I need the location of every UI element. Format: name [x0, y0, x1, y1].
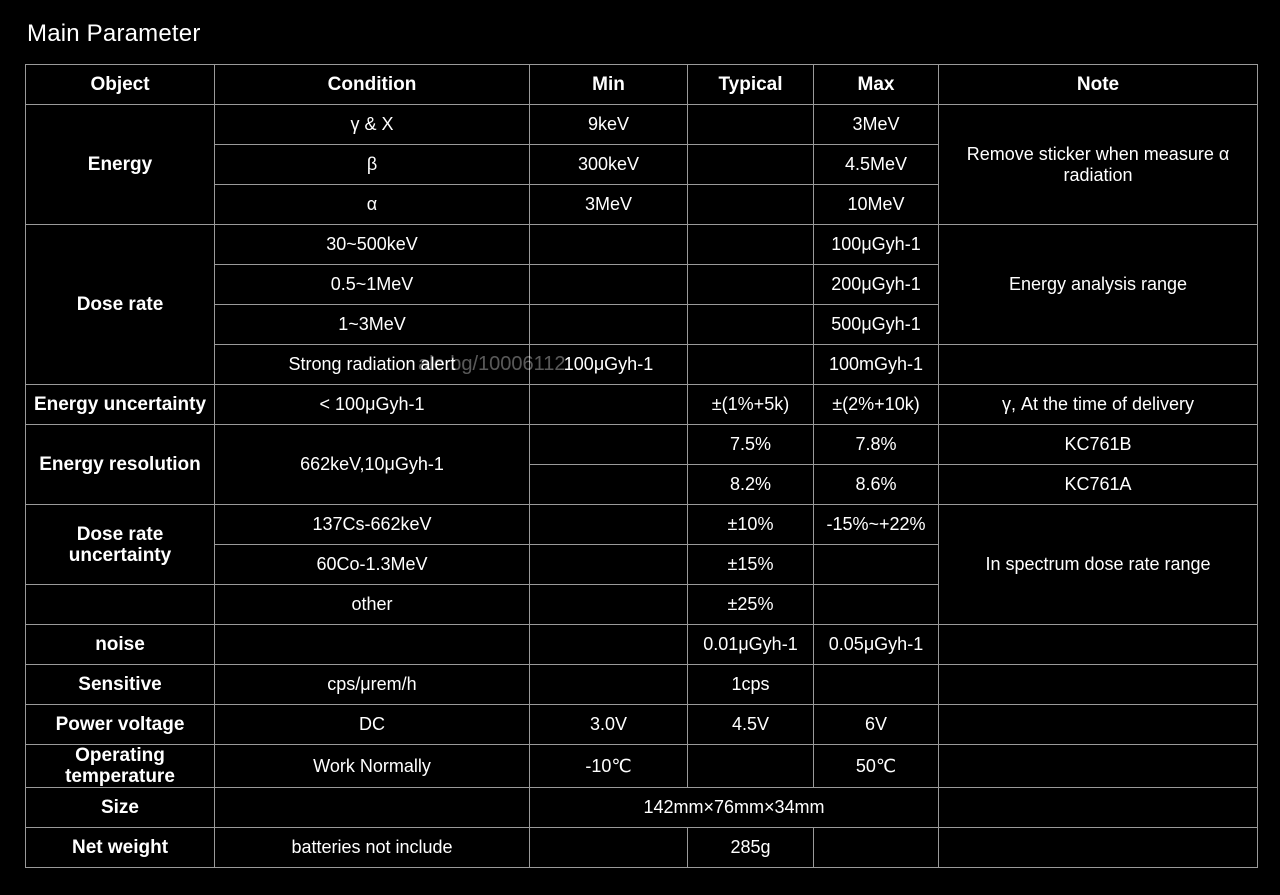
- header-condition: Condition: [215, 65, 530, 105]
- max-cell: [814, 545, 939, 585]
- object-energy: Energy: [26, 105, 215, 225]
- note-cell: [939, 345, 1258, 385]
- typical-cell: [688, 105, 814, 145]
- min-cell: 3MeV: [530, 185, 688, 225]
- header-min: Min: [530, 65, 688, 105]
- min-cell: 9keV: [530, 105, 688, 145]
- object-dose-rate: Dose rate: [26, 225, 215, 385]
- typical-cell: 8.2%: [688, 465, 814, 505]
- min-cell: [530, 225, 688, 265]
- min-cell: -10℃: [530, 745, 688, 788]
- table-row: [26, 705, 1258, 745]
- note-cell: Energy analysis range: [939, 225, 1258, 345]
- max-cell: 10MeV: [814, 185, 939, 225]
- min-cell: [530, 265, 688, 305]
- typical-cell: [688, 225, 814, 265]
- max-cell: 100mGyh-1: [814, 345, 939, 385]
- note-cell: KC761A: [939, 465, 1258, 505]
- table-row: [26, 828, 1258, 868]
- page-title: Main Parameter: [27, 20, 201, 47]
- header-max: Max: [814, 65, 939, 105]
- min-cell: [530, 625, 688, 665]
- parameter-table: [25, 64, 1258, 868]
- typical-cell: 285g: [688, 828, 814, 868]
- typical-cell: [688, 265, 814, 305]
- object-cell: [26, 585, 215, 625]
- object-operating-temperature: Operating temperature: [26, 745, 215, 788]
- header-row: [26, 65, 1258, 105]
- table-row: [26, 385, 1258, 425]
- min-cell: 100μGyh-1: [530, 345, 688, 385]
- condition-cell: [215, 625, 530, 665]
- condition-cell: β: [215, 145, 530, 185]
- min-cell: [530, 545, 688, 585]
- condition-cell: [215, 788, 530, 828]
- note-cell: [939, 788, 1258, 828]
- max-cell: 100μGyh-1: [814, 225, 939, 265]
- table-row: [26, 745, 1258, 788]
- min-cell: 3.0V: [530, 705, 688, 745]
- condition-cell: γ & X: [215, 105, 530, 145]
- condition-cell: other: [215, 585, 530, 625]
- condition-cell: Strong radiation alert: [215, 345, 530, 385]
- table-row: [26, 225, 1258, 265]
- header-object: Object: [26, 65, 215, 105]
- condition-cell: 30~500keV: [215, 225, 530, 265]
- header-note: Note: [939, 65, 1258, 105]
- watermark: ale.bg/10006112: [418, 353, 566, 375]
- table-row: [26, 788, 1258, 828]
- typical-cell: [688, 305, 814, 345]
- condition-cell: DC: [215, 705, 530, 745]
- note-cell: [939, 705, 1258, 745]
- typical-cell: [688, 145, 814, 185]
- typical-cell: [688, 345, 814, 385]
- max-cell: 4.5MeV: [814, 145, 939, 185]
- max-cell: [814, 585, 939, 625]
- object-size: Size: [26, 788, 215, 828]
- max-cell: 6V: [814, 705, 939, 745]
- typical-cell: 0.01μGyh-1: [688, 625, 814, 665]
- min-cell: [530, 385, 688, 425]
- max-cell: 0.05μGyh-1: [814, 625, 939, 665]
- condition-cell: < 100μGyh-1: [215, 385, 530, 425]
- note-cell: KC761B: [939, 425, 1258, 465]
- typical-cell: ±10%: [688, 505, 814, 545]
- min-cell: [530, 828, 688, 868]
- min-cell: 300keV: [530, 145, 688, 185]
- max-cell: 3MeV: [814, 105, 939, 145]
- note-cell: [939, 625, 1258, 665]
- condition-cell: 0.5~1MeV: [215, 265, 530, 305]
- condition-cell: 60Co-1.3MeV: [215, 545, 530, 585]
- note-cell: In spectrum dose rate range: [939, 505, 1258, 625]
- min-cell: [530, 465, 688, 505]
- table-row: [26, 505, 1258, 545]
- condition-cell: 662keV,10μGyh-1: [215, 425, 530, 505]
- max-cell: ±(2%+10k): [814, 385, 939, 425]
- table-row: [26, 665, 1258, 705]
- max-cell: -15%~+22%: [814, 505, 939, 545]
- min-cell: [530, 305, 688, 345]
- note-cell: [939, 745, 1258, 788]
- min-cell: [530, 665, 688, 705]
- object-dose-rate-uncertainty: Dose rate uncertainty: [26, 505, 215, 585]
- object-noise: noise: [26, 625, 215, 665]
- max-cell: 50℃: [814, 745, 939, 788]
- note-cell: [939, 828, 1258, 868]
- header-typical: Typical: [688, 65, 814, 105]
- size-value-cell: 142mm×76mm×34mm: [530, 788, 939, 828]
- note-cell: γ, At the time of delivery: [939, 385, 1258, 425]
- typical-cell: 7.5%: [688, 425, 814, 465]
- note-cell: [939, 665, 1258, 705]
- object-net-weight: Net weight: [26, 828, 215, 868]
- condition-cell: Work Normally: [215, 745, 530, 788]
- max-cell: 500μGyh-1: [814, 305, 939, 345]
- table-row: [26, 105, 1258, 145]
- object-energy-uncertainty: Energy uncertainty: [26, 385, 215, 425]
- typical-cell: [688, 185, 814, 225]
- max-cell: [814, 828, 939, 868]
- max-cell: 7.8%: [814, 425, 939, 465]
- min-cell: [530, 425, 688, 465]
- typical-cell: ±25%: [688, 585, 814, 625]
- max-cell: 8.6%: [814, 465, 939, 505]
- typical-cell: ±(1%+5k): [688, 385, 814, 425]
- object-energy-resolution: Energy resolution: [26, 425, 215, 505]
- table-row: [26, 425, 1258, 465]
- typical-cell: 1cps: [688, 665, 814, 705]
- condition-cell: cps/μrem/h: [215, 665, 530, 705]
- max-cell: 200μGyh-1: [814, 265, 939, 305]
- typical-cell: ±15%: [688, 545, 814, 585]
- note-cell: Remove sticker when measure α radiation: [939, 105, 1258, 225]
- typical-cell: 4.5V: [688, 705, 814, 745]
- max-cell: [814, 665, 939, 705]
- object-power-voltage: Power voltage: [26, 705, 215, 745]
- min-cell: [530, 585, 688, 625]
- object-sensitive: Sensitive: [26, 665, 215, 705]
- condition-cell: α: [215, 185, 530, 225]
- min-cell: [530, 505, 688, 545]
- condition-cell: 1~3MeV: [215, 305, 530, 345]
- table-row: [26, 625, 1258, 665]
- condition-cell: batteries not include: [215, 828, 530, 868]
- typical-cell: [688, 745, 814, 788]
- condition-cell: 137Cs-662keV: [215, 505, 530, 545]
